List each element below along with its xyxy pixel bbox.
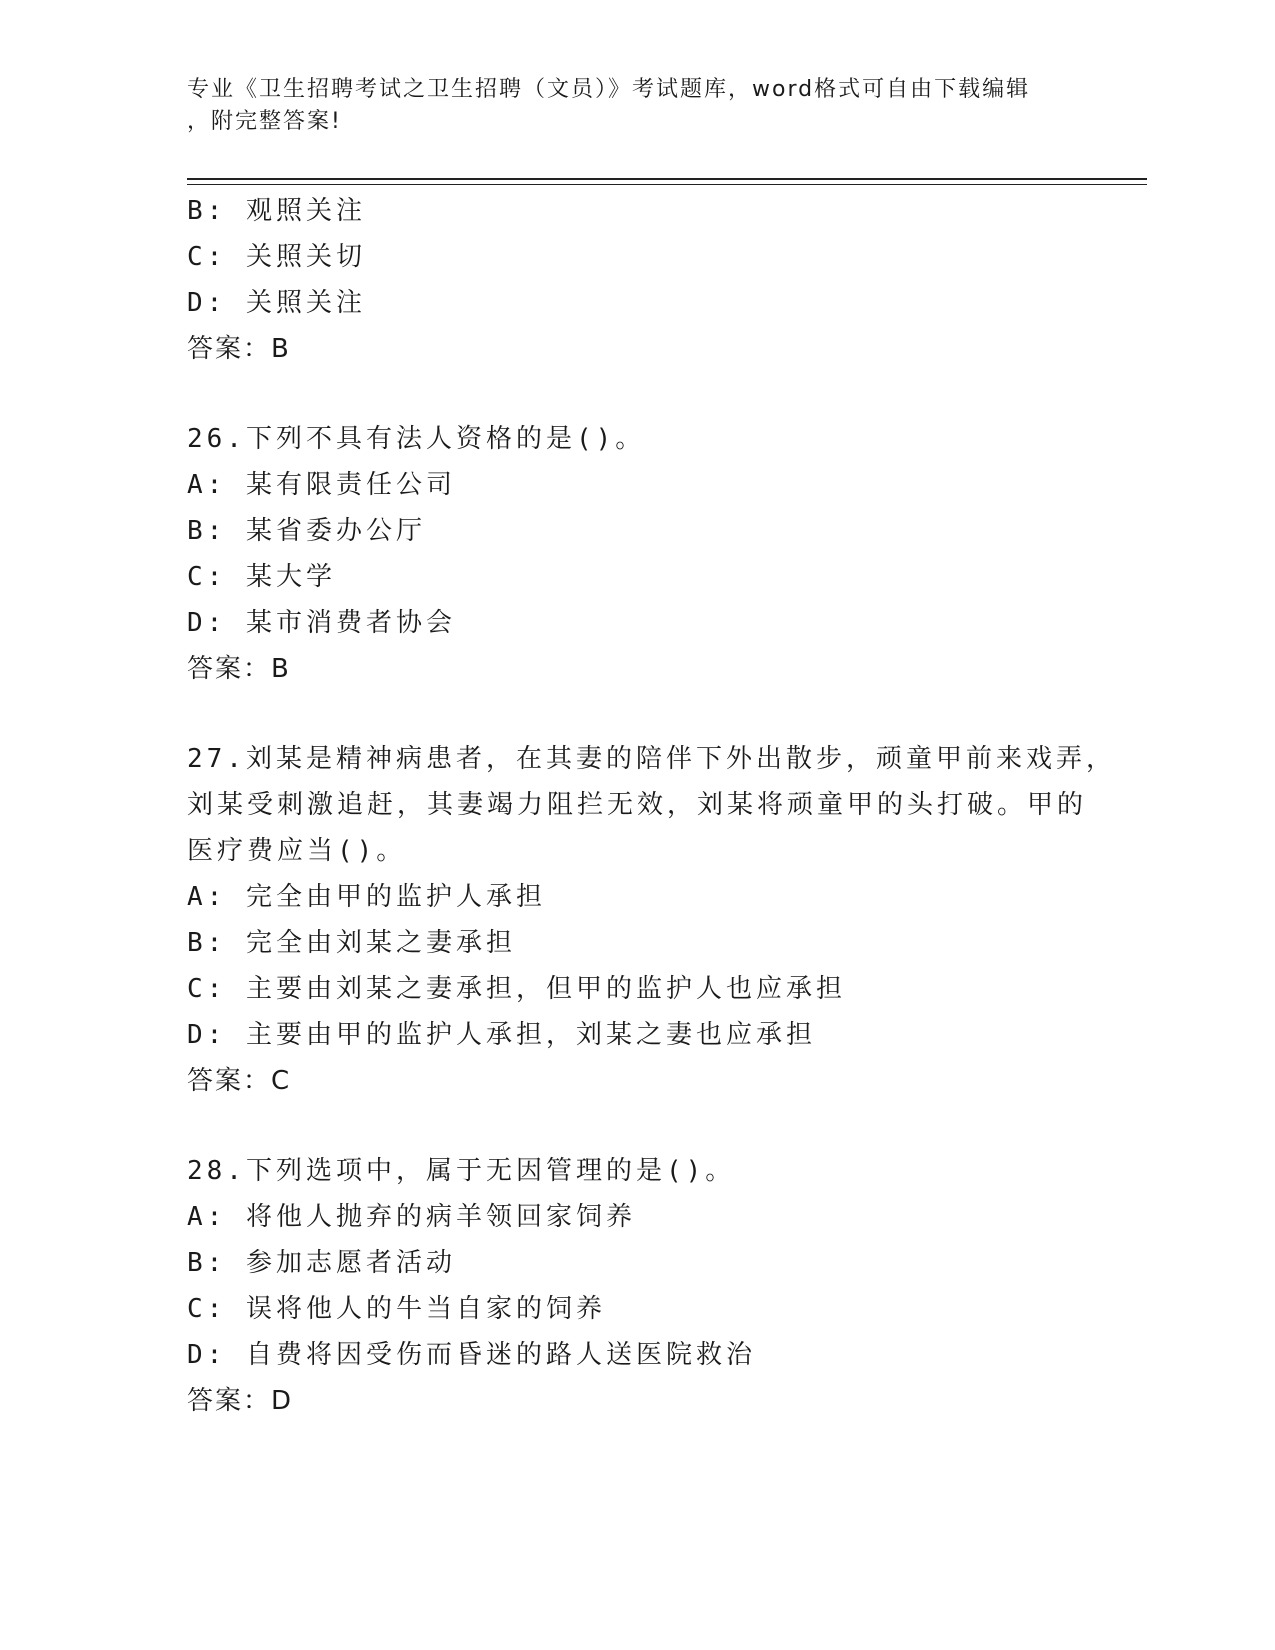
question-stem-line-1: 27.刘某是精神病患者，在其妻的陪伴下外出散步，顽童甲前来戏弄， (187, 744, 1116, 774)
answer-label: 答案：D (187, 1386, 294, 1416)
answer-label: 答案：B (187, 654, 291, 684)
option-d: D: 某市消费者协会 (187, 608, 456, 638)
question-stem: 28.下列选项中，属于无因管理的是()。 (187, 1156, 736, 1186)
option-a: A: 某有限责任公司 (187, 470, 456, 500)
question-stem: 26.下列不具有法人资格的是()。 (187, 424, 646, 454)
question-25-tail (187, 188, 1087, 372)
question-stem-line-3: 医疗费应当()。 (187, 836, 407, 866)
question-stem-line-2: 刘某受刺激追赶，其妻竭力阻拦无效，刘某将顽童甲的头打破。甲的 (187, 790, 1088, 820)
option-a: A: 将他人抛弃的病羊领回家饲养 (187, 1202, 636, 1232)
header-divider-thin (187, 184, 1147, 185)
question-27 (187, 736, 1116, 1104)
answer-label: 答案：B (187, 334, 291, 364)
option-b: B: 参加志愿者活动 (187, 1248, 456, 1278)
option-b: B: 完全由刘某之妻承担 (187, 928, 516, 958)
question-list (187, 188, 1116, 1424)
spacer (187, 372, 1087, 416)
option-a: A: 完全由甲的监护人承担 (187, 882, 546, 912)
option-d: D: 关照关注 (187, 288, 366, 318)
header-line-2: ，附完整答案! (187, 109, 342, 134)
document-header (187, 74, 1087, 138)
spacer (187, 1104, 1087, 1148)
option-d: D: 自费将因受伤而昏迷的路人送医院救治 (187, 1340, 756, 1370)
header-divider-thick (187, 178, 1147, 180)
option-b: B: 观照关注 (187, 196, 366, 226)
option-d: D: 主要由甲的监护人承担，刘某之妻也应承担 (187, 1020, 816, 1050)
header-line-1: 专业《卫生招聘考试之卫生招聘（文员）》考试题库，word格式可自由下载编辑 (187, 77, 1031, 102)
answer-label: 答案：C (187, 1066, 292, 1096)
option-c: C: 某大学 (187, 562, 336, 592)
option-c: C: 误将他人的牛当自家的饲养 (187, 1294, 606, 1324)
spacer (187, 692, 1087, 736)
option-b: B: 某省委办公厅 (187, 516, 426, 546)
question-28 (187, 1148, 1087, 1424)
option-c: C: 主要由刘某之妻承担，但甲的监护人也应承担 (187, 974, 846, 1004)
option-c: C: 关照关切 (187, 242, 366, 272)
question-26 (187, 416, 1087, 692)
